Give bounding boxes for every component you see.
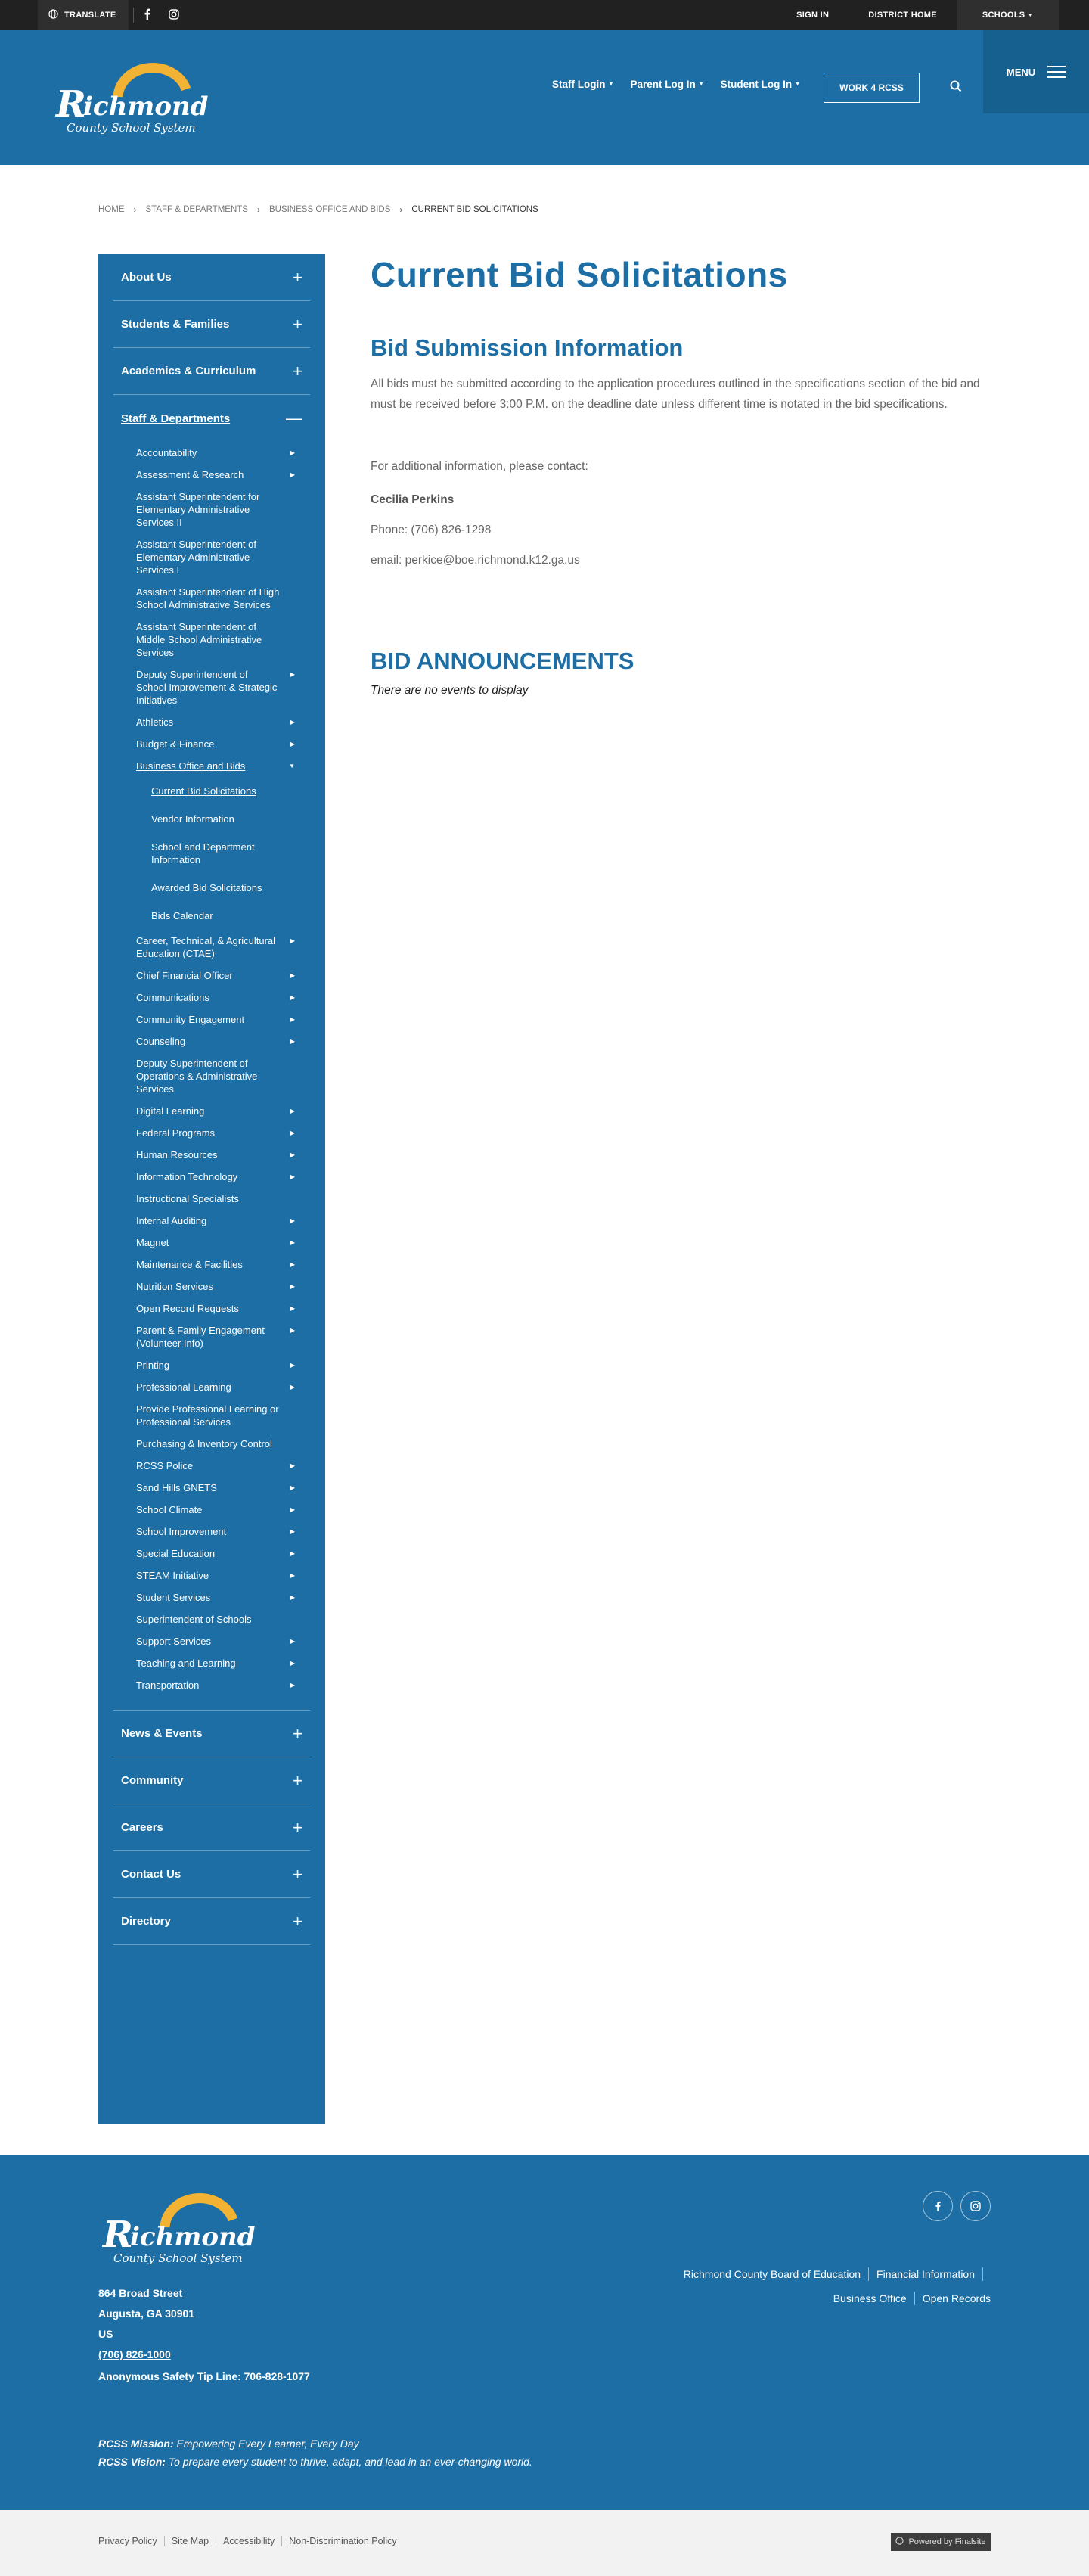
breadcrumb-home[interactable]: HOME (98, 205, 125, 214)
sidebar-item-nutrition-services[interactable] (113, 1276, 310, 1297)
legal-links (98, 2536, 397, 2546)
sidebar-item-student-services[interactable] (113, 1586, 310, 1608)
section-title: Bid Submission Information (371, 334, 684, 361)
facebook-icon[interactable] (923, 2191, 953, 2221)
caret-icon: ▼ (795, 82, 801, 87)
contact-name: Cecilia Perkins (371, 493, 455, 506)
sidebar-item-label: Nutrition Services (136, 1281, 213, 1292)
mission-text: Empowering Every Learner, Every Day (173, 2438, 359, 2450)
sidebar-item-label: Human Resources (136, 1149, 218, 1161)
caret-icon[interactable]: ▶ (290, 1550, 295, 1557)
sidebar-item-label: Community Engagement (136, 1014, 245, 1025)
breadcrumb-business-office[interactable]: BUSINESS OFFICE AND BIDS (268, 205, 391, 214)
plus-icon[interactable]: + (293, 1817, 302, 1837)
sidebar-item-school-improvement[interactable] (113, 1521, 310, 1543)
plus-icon[interactable]: + (293, 361, 302, 381)
sidebar-subitem-awarded-bid-solicitations[interactable] (113, 874, 310, 902)
sidebar-item-label: Sand Hills GNETS (136, 1482, 217, 1493)
sidebar-item-purchasing-and-inventory-control[interactable] (113, 1433, 310, 1455)
mission-label: RCSS Mission: (98, 2438, 174, 2450)
footer-links (684, 2262, 991, 2310)
sidebar-item-label: Provide Professional Learning or Professional Services (136, 1403, 279, 1428)
sidebar-item-superintendent-of-schools[interactable] (113, 1608, 310, 1630)
caret-icon[interactable]: ▶ (290, 1038, 295, 1045)
utility-links (777, 0, 1059, 30)
sidebar-subitem-label: Bids Calendar (151, 910, 213, 921)
safety-tip-line: Anonymous Safety Tip Line: 706-828-1077 (98, 2370, 310, 2382)
caret-icon[interactable]: ▶ (290, 1261, 295, 1268)
sidebar-item-community-engagement[interactable] (113, 1008, 310, 1030)
sidebar-subitem-bids-calendar[interactable] (113, 902, 310, 930)
non-discrimination-link[interactable]: Non-Discrimination Policy (289, 2536, 397, 2546)
powered-label: Powered by Finalsite (908, 2537, 986, 2546)
caret-icon: ▼ (608, 82, 614, 87)
sidebar-item-transportation[interactable] (113, 1674, 310, 1696)
caret-icon[interactable]: ▶ (290, 741, 295, 747)
staff-login-dropdown[interactable] (552, 79, 613, 90)
instagram-icon[interactable] (960, 2191, 991, 2221)
sidebar-item-label: Internal Auditing (136, 1215, 207, 1226)
site-footer (0, 2155, 1089, 2510)
translate-button[interactable] (38, 0, 129, 30)
sidebar-item-label: Superintendent of Schools (136, 1614, 252, 1625)
svg-text:ichmond: ichmond (130, 2222, 256, 2252)
business-office-submenu (113, 777, 310, 930)
sidebar-item-counseling[interactable] (113, 1030, 310, 1052)
bid-instructions: All bids must be submitted according to the application procedures outlined in the specifications section of the bid and must be received before 3:00 P.M. on the deadline date unless different time is notated in the bid specifications. (371, 378, 980, 411)
caret-icon[interactable]: ▶ (290, 1016, 295, 1023)
caret-icon[interactable]: ▶ (290, 1283, 295, 1290)
facebook-icon[interactable] (144, 8, 150, 22)
sidebar-item-budget-and-finance[interactable] (113, 733, 310, 755)
sidebar-item-label: School Improvement (136, 1526, 227, 1537)
sidebar-subitem-vendor-information[interactable] (113, 805, 310, 833)
sidebar-item-accountability[interactable] (113, 442, 310, 464)
sidebar-item-special-education[interactable] (113, 1543, 310, 1565)
sidebar-item-steam-initiative[interactable] (113, 1565, 310, 1586)
sidebar-item-label: Deputy Superintendent of School Improvement & Strategic Initiatives (136, 669, 278, 706)
sidebar-item-label: STEAM Initiative (136, 1570, 209, 1581)
sidebar-subitem-label: Vendor Information (151, 813, 234, 825)
plus-icon[interactable]: + (293, 314, 302, 334)
sidebar-item-label: Parent & Family Engagement (Volunteer Info) (136, 1325, 265, 1349)
divider (982, 2267, 983, 2281)
sign-in-link[interactable]: SIGN IN (796, 11, 830, 20)
hamburger-icon (1047, 66, 1066, 78)
staff-login-label: Staff Login (552, 79, 606, 90)
sidebar-item-magnet[interactable] (113, 1232, 310, 1254)
caret-icon[interactable]: ▶ (290, 1239, 295, 1246)
caret-down-icon[interactable]: ▼ (289, 763, 295, 769)
sidebar-item-information-technology[interactable] (113, 1166, 310, 1188)
sidebar-item-label: Assistant Superintendent for Elementary Administrative Services II (136, 491, 260, 528)
social-links-top (144, 0, 179, 30)
search-button[interactable] (945, 77, 966, 98)
sidebar-item-label: Budget & Finance (136, 738, 215, 750)
vision-label: RCSS Vision: (98, 2456, 166, 2468)
svg-text:County School System: County School System (113, 2251, 243, 2265)
site-map-link[interactable]: Site Map (171, 2536, 209, 2546)
caret-icon[interactable]: ▶ (290, 1130, 295, 1136)
caret-icon[interactable]: ▶ (290, 1173, 295, 1180)
caret-icon[interactable]: ▶ (290, 1384, 295, 1391)
caret-icon[interactable]: ▶ (290, 1462, 295, 1469)
breadcrumb-staff-departments[interactable]: STAFF & DEPARTMENTS (145, 205, 248, 214)
sidebar-item-assistant-superintendent-for-elementary-administrative-services-ii[interactable] (113, 486, 310, 533)
caret-icon[interactable]: ▶ (290, 471, 295, 478)
sidebar-item-label: Assistant Superintendent of High School Administrative Services (136, 586, 280, 611)
sidebar-section-label: Students & Families (121, 318, 230, 331)
sidebar-section-label: Academics & Curriculum (121, 365, 256, 378)
sidebar-item-federal-programs[interactable] (113, 1122, 310, 1144)
svg-text:R: R (103, 2214, 133, 2256)
sidebar-item-open-record-requests[interactable] (113, 1297, 310, 1319)
sidebar-item-label: Business Office and Bids (136, 760, 246, 772)
section-sidebar (98, 254, 325, 2124)
chevron-right-icon: › (133, 204, 137, 215)
footer-logo[interactable] (97, 2192, 286, 2268)
sidebar-item-label: Assistant Superintendent of Middle School Administrative Services (136, 621, 262, 658)
footer-phone-link[interactable]: (706) 826-1000 (98, 2348, 171, 2360)
vision-text: To prepare every student to thrive, adapt, and lead in an ever-changing world. (165, 2456, 532, 2468)
district-home-link[interactable]: DISTRICT HOME (868, 11, 937, 20)
caret-icon[interactable]: ▶ (290, 994, 295, 1001)
footer-social (923, 2191, 991, 2221)
district-logo[interactable] (50, 62, 239, 138)
sidebar-item-athletics[interactable] (113, 711, 310, 733)
sidebar-item-sand-hills-gnets[interactable] (113, 1477, 310, 1499)
sidebar-item-label: RCSS Police (136, 1460, 194, 1471)
divider (914, 2292, 915, 2305)
site-header (0, 30, 1089, 165)
caret-icon[interactable]: ▶ (290, 1660, 295, 1667)
plus-icon[interactable]: + (293, 1723, 302, 1743)
sidebar-section-label: About Us (121, 271, 172, 284)
menu-button[interactable] (983, 30, 1089, 113)
sidebar-item-deputy-superintendent-of-operations-and-administrative-services[interactable] (113, 1052, 310, 1100)
sidebar-item-label: Counseling (136, 1036, 186, 1047)
sidebar-item-label: Instructional Specialists (136, 1193, 239, 1204)
sidebar-item-business-office-and-bids[interactable] (113, 755, 310, 777)
sidebar-section-label: Community (121, 1774, 184, 1787)
board-of-education-link[interactable]: Richmond County Board of Education (683, 2268, 861, 2280)
sidebar-section-label: Contact Us (121, 1868, 182, 1881)
sidebar-item-label: Maintenance & Facilities (136, 1259, 243, 1270)
sidebar-section-staff-departments[interactable] (113, 395, 310, 442)
parent-login-label: Parent Log In (630, 79, 696, 90)
address-city: Augusta, GA 30901 (98, 2307, 195, 2320)
caret-icon[interactable]: ▶ (290, 972, 295, 979)
caret-icon[interactable]: ▶ (290, 1638, 295, 1645)
sidebar-item-support-services[interactable] (113, 1630, 310, 1652)
minus-icon[interactable]: — (286, 409, 302, 427)
sidebar-item-label: Career, Technical, & Agricultural Education (CTAE) (136, 935, 276, 959)
sidebar-section-directory[interactable] (113, 1898, 310, 1945)
sidebar-section-news-and-events[interactable] (113, 1711, 310, 1757)
finalsite-icon (895, 2537, 904, 2547)
sidebar-item-career-technical-and-agricultural-education-ctae[interactable] (113, 930, 310, 965)
translate-label: TRANSLATE (64, 11, 116, 20)
sidebar-subitem-school-and-department-information[interactable] (113, 833, 310, 874)
sidebar-section-label: News & Events (121, 1727, 203, 1740)
caret-icon: ▼ (698, 82, 704, 87)
caret-icon[interactable]: ▶ (290, 1327, 295, 1334)
sidebar-item-label: Deputy Superintendent of Operations & Administrative Services (136, 1058, 258, 1095)
caret-icon: ▼ (1027, 12, 1033, 18)
accessibility-link[interactable]: Accessibility (223, 2536, 275, 2546)
sidebar-item-label: Transportation (136, 1680, 200, 1691)
sidebar-item-human-resources[interactable] (113, 1144, 310, 1166)
contact-lead: For additional information, please contact: (371, 460, 588, 473)
divider (133, 8, 134, 23)
sidebar-item-label: Magnet (136, 1237, 169, 1248)
plus-icon[interactable]: + (293, 1864, 302, 1884)
sidebar-section-about-us[interactable] (113, 254, 310, 301)
divider (281, 2536, 282, 2546)
globe-icon (48, 9, 58, 21)
sidebar-item-label: Athletics (136, 716, 174, 728)
svg-text:County School System: County School System (67, 121, 196, 135)
open-records-link[interactable]: Open Records (922, 2292, 991, 2304)
divider (164, 2536, 165, 2546)
svg-text:R: R (56, 83, 86, 126)
caret-icon[interactable]: ▶ (290, 719, 295, 726)
sidebar-item-label: Digital Learning (136, 1105, 205, 1117)
divider (868, 2267, 869, 2281)
sidebar-item-instructional-specialists[interactable] (113, 1188, 310, 1210)
bottom-bar (0, 2510, 1089, 2576)
sidebar-item-assistant-superintendent-of-elementary-administrative-services-i[interactable] (113, 533, 310, 581)
no-events-message: There are no events to display (371, 684, 529, 697)
plus-icon[interactable]: + (293, 1770, 302, 1790)
caret-icon[interactable]: ▶ (290, 671, 295, 678)
instagram-icon[interactable] (169, 9, 179, 22)
caret-icon[interactable]: ▶ (290, 1362, 295, 1369)
sidebar-item-maintenance-and-facilities[interactable] (113, 1254, 310, 1276)
page-title: Current Bid Solicitations (371, 255, 788, 294)
svg-text:ichmond: ichmond (83, 92, 209, 122)
contact-email: email: perkice@boe.richmond.k12.ga.us (371, 554, 580, 567)
powered-by-badge[interactable] (891, 2533, 991, 2551)
breadcrumb (98, 204, 538, 215)
caret-icon[interactable]: ▶ (290, 1108, 295, 1114)
parent-login-dropdown[interactable] (630, 79, 703, 90)
sidebar-subitem-label: Current Bid Solicitations (151, 785, 256, 797)
sidebar-item-label: Special Education (136, 1548, 216, 1559)
business-office-children (113, 777, 310, 930)
caret-icon[interactable]: ▶ (290, 937, 295, 944)
schools-dropdown[interactable] (957, 0, 1059, 30)
sidebar-item-label: Teaching and Learning (136, 1658, 236, 1669)
caret-icon[interactable]: ▶ (290, 1484, 295, 1491)
sidebar-item-teaching-and-learning[interactable] (113, 1652, 310, 1674)
menu-label: MENU (1006, 66, 1036, 78)
sidebar-item-label: Accountability (136, 447, 197, 458)
caret-icon[interactable]: ▶ (290, 1528, 295, 1535)
main-content (371, 254, 991, 698)
plus-icon[interactable]: + (293, 1911, 302, 1931)
schools-label: SCHOOLS (982, 11, 1025, 20)
utility-bar (0, 0, 1089, 30)
caret-icon[interactable]: ▶ (290, 1305, 295, 1312)
address-country: US (98, 2328, 113, 2340)
sidebar-item-assistant-superintendent-of-high-school-administrative-services[interactable] (113, 581, 310, 616)
breadcrumb-current: CURRENT BID SOLICITATIONS (411, 205, 538, 214)
caret-icon[interactable]: ▶ (290, 1151, 295, 1158)
sidebar-item-rcss-police[interactable] (113, 1455, 310, 1477)
sidebar-item-provide-professional-learning-or-professional-services[interactable] (113, 1398, 310, 1433)
sidebar-subitem-current-bid-solicitations[interactable] (113, 777, 310, 805)
sidebar-item-label: Student Services (136, 1592, 211, 1603)
privacy-policy-link[interactable]: Privacy Policy (98, 2536, 157, 2546)
sidebar-section-students-and-families[interactable] (113, 301, 310, 348)
sidebar-item-assistant-superintendent-of-middle-school-administrative-services[interactable] (113, 616, 310, 663)
sidebar-item-internal-auditing[interactable] (113, 1210, 310, 1232)
sidebar-item-deputy-superintendent-of-school-improvement-and-strategic-initiatives[interactable] (113, 663, 310, 711)
sidebar-item-school-climate[interactable] (113, 1499, 310, 1521)
sidebar-subitem-label: Awarded Bid Solicitations (151, 882, 262, 893)
address-street: 864 Broad Street (98, 2287, 183, 2299)
plus-icon[interactable]: + (293, 267, 302, 287)
staff-departments-list (113, 442, 310, 1711)
student-login-dropdown[interactable] (721, 79, 800, 90)
sidebar-item-label: Federal Programs (136, 1127, 216, 1139)
sidebar-item-label: Communications (136, 992, 209, 1003)
sidebar-section-label: Staff & Departments (121, 412, 231, 425)
sidebar-item-assessment-and-research[interactable] (113, 464, 310, 486)
login-nav (552, 79, 800, 90)
sidebar-item-label: Open Record Requests (136, 1303, 239, 1314)
caret-icon[interactable]: ▶ (290, 1594, 295, 1601)
caret-icon[interactable]: ▶ (290, 1506, 295, 1513)
sidebar-item-printing[interactable] (113, 1354, 310, 1376)
announcements-title: BID ANNOUNCEMENTS (371, 648, 634, 674)
sidebar-item-parent-and-family-engagement-volunteer-info[interactable] (113, 1319, 310, 1354)
chevron-right-icon: › (256, 204, 260, 215)
sidebar-item-label: Professional Learning (136, 1381, 231, 1393)
sidebar-item-label: Support Services (136, 1636, 211, 1647)
sidebar-item-label: School Climate (136, 1504, 203, 1515)
sidebar-section-label: Careers (121, 1821, 163, 1834)
sidebar-item-label: Chief Financial Officer (136, 970, 233, 981)
student-login-label: Student Log In (720, 79, 793, 90)
sidebar-item-label: Assistant Superintendent of Elementary Administrative Services I (136, 539, 256, 576)
financial-information-link[interactable]: Financial Information (876, 2268, 975, 2280)
sidebar-section-academics-and-curriculum[interactable] (113, 348, 310, 395)
contact-phone: Phone: (706) 826-1298 (371, 524, 492, 536)
sidebar-item-communications[interactable] (113, 987, 310, 1008)
sidebar-item-label: Printing (136, 1359, 170, 1371)
sidebar-section-contact-us[interactable] (113, 1851, 310, 1898)
sidebar-section-label: Directory (121, 1915, 171, 1928)
business-office-link[interactable]: Business Office (833, 2292, 907, 2304)
sidebar-item-chief-financial-officer[interactable] (113, 965, 310, 987)
sidebar-section-community[interactable] (113, 1757, 310, 1804)
sidebar-subitem-label: School and Department Information (151, 841, 255, 865)
caret-icon[interactable]: ▶ (290, 1217, 295, 1224)
chevron-right-icon: › (399, 204, 403, 215)
caret-icon[interactable]: ▶ (290, 449, 295, 456)
sidebar-item-label: Assessment & Research (136, 469, 244, 480)
sidebar-item-digital-learning[interactable] (113, 1100, 310, 1122)
caret-icon[interactable]: ▶ (290, 1572, 295, 1579)
caret-icon[interactable]: ▶ (290, 1682, 295, 1689)
sidebar-item-label: Information Technology (136, 1171, 238, 1182)
work-4-rcss-button[interactable]: WORK 4 RCSS (824, 73, 920, 103)
sidebar-item-professional-learning[interactable] (113, 1376, 310, 1398)
sidebar-item-label: Purchasing & Inventory Control (136, 1438, 272, 1450)
sidebar-section-careers[interactable] (113, 1804, 310, 1851)
footer-address (98, 2283, 194, 2365)
search-icon (950, 80, 962, 96)
mission-vision (98, 2435, 532, 2471)
